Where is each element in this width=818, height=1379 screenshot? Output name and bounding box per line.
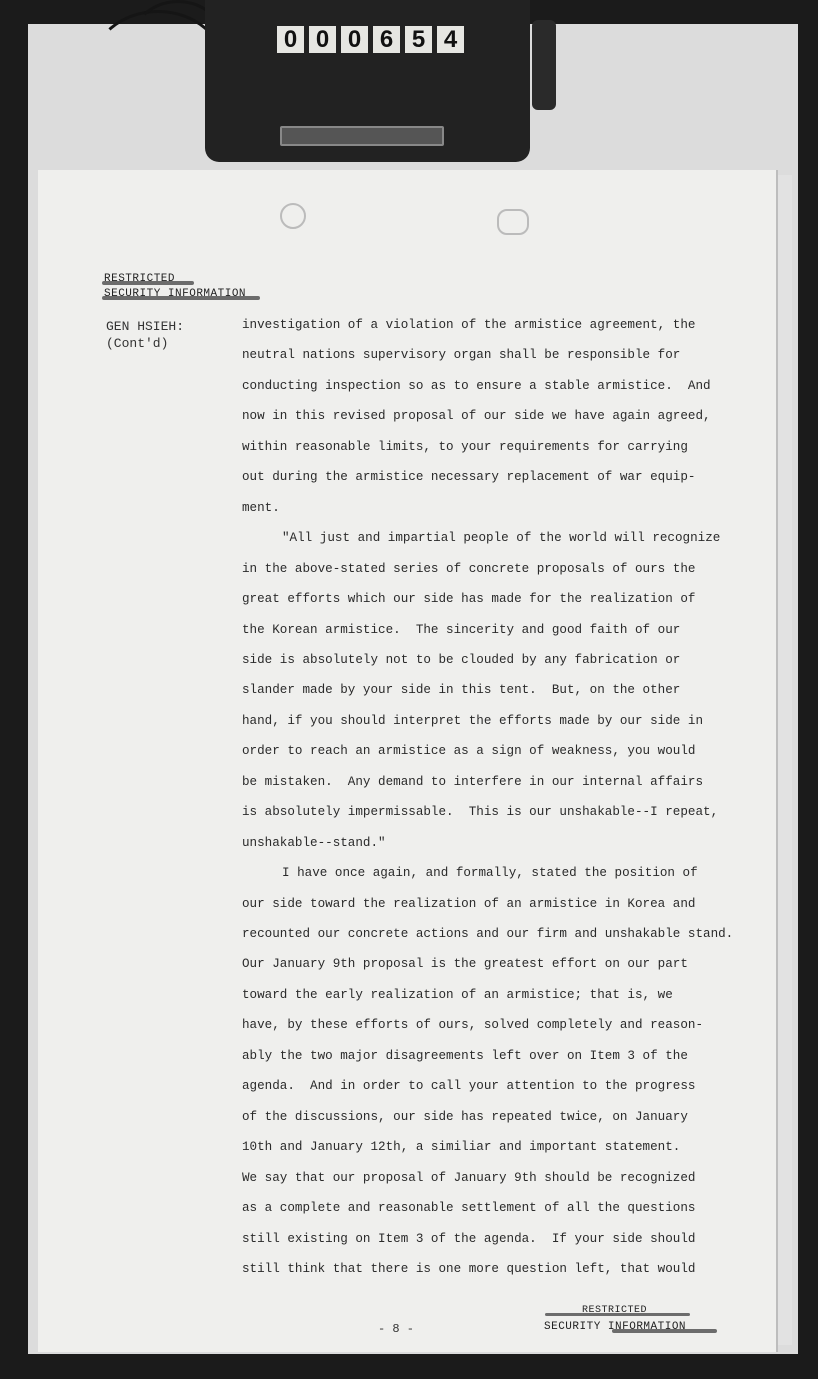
text-line: investigation of a violation of the armistice agreement, the xyxy=(242,318,696,332)
counter-plate xyxy=(280,126,444,146)
text-line: our side toward the realization of an armistice in Korea and xyxy=(242,896,696,911)
counter-digit: 0 xyxy=(277,26,304,53)
text-line: in the above-stated series of concrete proposals of ours the xyxy=(242,561,696,576)
text-line: toward the early realization of an armistice; that is, we xyxy=(242,987,673,1002)
text-line: neutral nations supervisory organ shall be responsible for xyxy=(242,348,681,363)
counter-digit: 6 xyxy=(373,26,400,53)
text-line: hand, if you should interpret the efforts made by our side in xyxy=(242,713,704,728)
classification-security-info: SECURITY INFORMATION xyxy=(104,288,247,300)
text-line: recounted our concrete actions and our firm and unshakable stand. xyxy=(242,927,734,941)
text-line: I have once again, and formally, stated the position of xyxy=(282,866,698,881)
frame-counter-device xyxy=(205,0,530,162)
text-line: out during the armistice necessary replacement of war equip- xyxy=(242,470,696,485)
footer-classification-security-info: SECURITY INFORMATION xyxy=(544,1321,687,1333)
text-line: still think that there is one more question left, that would xyxy=(242,1261,696,1276)
text-line: unshakable--stand." xyxy=(242,835,386,850)
text-line: ment. xyxy=(242,500,280,515)
text-line: agenda. And in order to call your attention to the progress xyxy=(242,1079,696,1094)
punch-hole xyxy=(280,203,306,229)
text-line: ably the two major disagreements left over on Item 3 of the xyxy=(242,1048,688,1063)
counter-knob xyxy=(532,20,556,110)
speaker-label xyxy=(106,318,184,352)
text-line: have, by these efforts of ours, solved completely and reason- xyxy=(242,1018,704,1033)
text-line: within reasonable limits, to your requirements for carrying xyxy=(242,439,688,454)
classification-restricted: RESTRICTED xyxy=(104,273,176,285)
text-line: be mistaken. Any demand to interfere in our internal affairs xyxy=(242,774,704,789)
punch-hole xyxy=(497,209,529,235)
text-line: order to reach an armistice as a sign of weakness, you would xyxy=(242,744,696,759)
text-line: still existing on Item 3 of the agenda. If your side should xyxy=(242,1231,696,1246)
text-line: Our January 9th proposal is the greatest effort on our part xyxy=(242,957,688,972)
frame-counter xyxy=(277,26,464,53)
text-line: as a complete and reasonable settlement of all the questions xyxy=(242,1201,696,1216)
counter-digit: 0 xyxy=(309,26,336,53)
page-number: - 8 - xyxy=(378,1322,415,1336)
counter-digit: 0 xyxy=(341,26,368,53)
text-line: of the discussions, our side has repeated twice, on January xyxy=(242,1109,688,1124)
footer-classification-restricted: RESTRICTED xyxy=(582,1305,648,1316)
counter-digit: 4 xyxy=(437,26,464,53)
text-line: "All just and impartial people of the world will recognize xyxy=(282,531,721,546)
speaker-cont: (Cont'd) xyxy=(106,336,169,351)
text-line: slander made by your side in this tent. But, on the other xyxy=(242,683,681,698)
text-line: is absolutely impermissable. This is our unshakable--I repeat, xyxy=(242,805,719,820)
text-line: great efforts which our side has made for the realization of xyxy=(242,592,696,607)
text-line: the Korean armistice. The sincerity and good faith of our xyxy=(242,622,681,637)
counter-digit: 5 xyxy=(405,26,432,53)
text-line: side is absolutely not to be clouded by any fabrication or xyxy=(242,652,681,667)
text-line: 10th and January 12th, a similiar and important statement. xyxy=(242,1140,681,1155)
text-line: We say that our proposal of January 9th should be recognized xyxy=(242,1170,696,1185)
text-line: conducting inspection so as to ensure a stable armistice. And xyxy=(242,378,711,393)
speaker-name: GEN HSIEH: xyxy=(106,319,185,334)
text-line: now in this revised proposal of our side we have again agreed, xyxy=(242,409,711,424)
